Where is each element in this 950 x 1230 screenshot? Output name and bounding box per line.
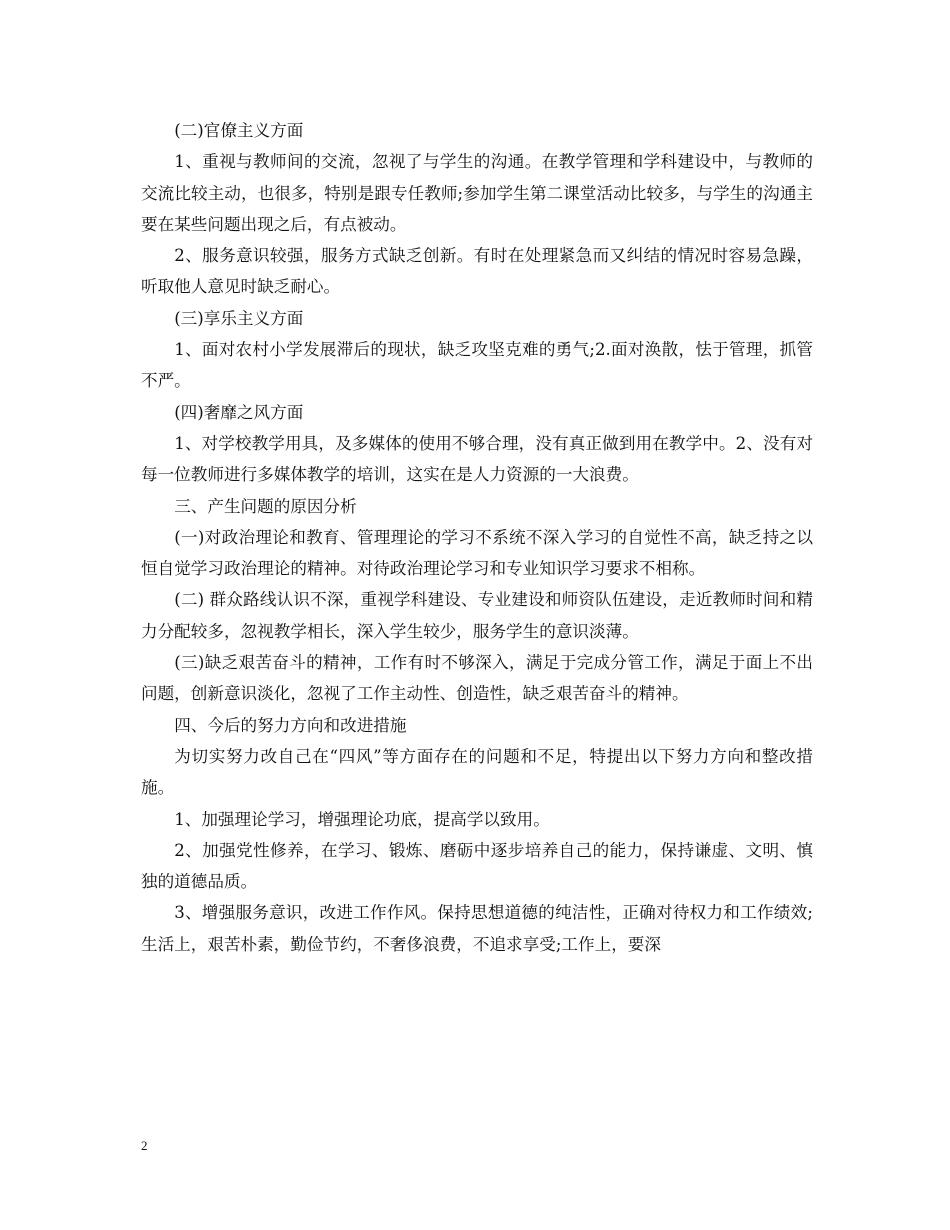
heading-cause-analysis: 三、产生问题的原因分析: [174, 496, 357, 516]
paragraph-multimedia: 1、对学校教学用具，及多媒体的使用不够合理，没有真正做到用在教学中。2、没有对每一位教师进行多媒体教学的培训，这实在是人力资源的一大浪费。: [141, 433, 813, 485]
paragraph-hard-work: (三)缺乏艰苦奋斗的精神，工作有时不够深入，满足于完成分管工作，满足于面上不出问题，创新意识淡化，忽视了工作主动性、创造性，缺乏艰苦奋斗的精神。: [141, 653, 813, 704]
page-number: 2: [141, 1138, 148, 1153]
heading-bureaucratism: (二)官僚主义方面: [174, 121, 304, 140]
paragraph-rural-school: 1、面对农村小学发展滞后的现状，缺乏攻坚克难的勇气;2.面对涣散，怯于管理，抓管不严。: [141, 340, 813, 391]
paragraph-service-awareness: 2、服务意识较强，服务方式缺乏创新。有时在处理紧急而又纠结的情况时容易急躁，听取他人意见时缺乏耐心。: [141, 246, 813, 297]
heading-hedonism: (三)享乐主义方面: [174, 308, 304, 328]
document-body: [141, 115, 813, 960]
paragraph-theory-study: (一)对政治理论和教育、管理理论的学习不系统不深入学习的自觉性不高，缺乏持之以恒自觉学习政治理论的精神。对待政治理论学习和专业知识学习要求不相称。: [141, 527, 813, 579]
heading-extravagance: (四)奢靡之风方面: [174, 402, 304, 422]
paragraph-service-style: 3、增强服务意识，改进工作作风。保持思想道德的纯洁性，正确对待权力和工作绩效;生活上，艰苦朴素，勤俭节约，不奢侈浪费，不追求享受;工作上，要深: [141, 903, 813, 954]
paragraph-party-spirit: 2、加强党性修养，在学习、锻炼、磨砺中逐步培养自己的能力，保持谦虚、文明、慎独的道德品质。: [141, 840, 813, 892]
paragraph-strengthen-theory: 1、加强理论学习，增强理论功底，提高学以致用。: [174, 809, 550, 829]
paragraph-teacher-communication: 1、重视与教师间的交流，忽视了与学生的沟通。在教学管理和学科建设中，与教师的交流比较主动，也很多，特别是跟专任教师;参加学生第二课堂活动比较多，与学生的沟通主要在某些问题出现之后，有点被动。: [141, 152, 813, 234]
heading-improvement-measures: 四、今后的努力方向和改进措施: [174, 715, 407, 735]
paragraph-four-winds: 为切实努力改自己在“四风”等方面存在的问题和不足，特提出以下努力方向和整改措施。: [141, 746, 813, 798]
paragraph-mass-line: (二) 群众路线认识不深，重视学科建设、专业建设和师资队伍建设，走近教师时间和精力分配较多，忽视教学相长，深入学生较少，服务学生的意识淡薄。: [141, 590, 813, 641]
